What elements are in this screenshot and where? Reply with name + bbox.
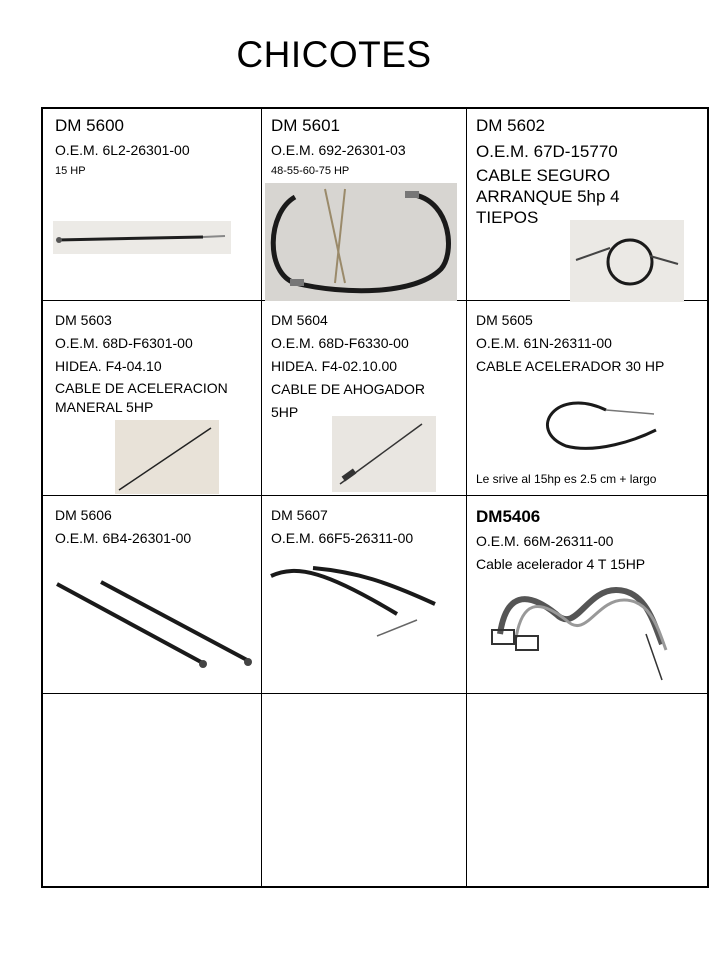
oem-number: O.E.M. 692-26301-03 <box>271 142 406 158</box>
cable-photo <box>570 220 684 302</box>
reference-number: HIDEA. F4-04.10 <box>55 358 162 374</box>
oem-number: O.E.M. 6L2-26301-00 <box>55 142 190 158</box>
description-line: Cable acelerador 4 T 15HP <box>476 556 646 572</box>
product-cell-dm5606 <box>55 504 259 691</box>
product-cell-dm5601 <box>271 113 461 298</box>
product-code: DM 5600 <box>55 116 124 135</box>
description-line: TIEPOS <box>476 208 539 227</box>
description-line: CABLE ACELERADOR 30 HP <box>476 358 665 374</box>
oem-number: O.E.M. 68D-F6330-00 <box>271 335 409 351</box>
oem-number: O.E.M. 66F5-26311-00 <box>271 530 414 546</box>
product-code: DM 5607 <box>271 507 328 523</box>
description-line: CABLE SEGURO <box>476 166 611 185</box>
description-line: CABLE DE AHOGADOR <box>271 381 426 397</box>
page-title: CHICOTES <box>236 34 432 75</box>
oem-number: O.E.M. 68D-F6301-00 <box>55 335 193 351</box>
cable-photo <box>332 416 436 492</box>
product-code: DM 5602 <box>476 116 545 135</box>
product-code: DM5406 <box>476 507 541 526</box>
cable-photo <box>51 576 255 672</box>
product-cell-dm5406 <box>476 504 708 691</box>
oem-number: O.E.M. 6B4-26301-00 <box>55 530 192 546</box>
product-cell-dm5600 <box>55 113 255 298</box>
cable-photo <box>486 584 694 686</box>
column-divider <box>261 109 262 886</box>
cable-photo <box>265 183 457 301</box>
footnote: Le srive al 15hp es 2.5 cm + largo <box>476 472 657 486</box>
cable-photo <box>526 390 664 452</box>
description-line: 5HP <box>271 404 299 420</box>
cable-photo <box>53 221 231 254</box>
product-cell-dm5602 <box>476 113 706 298</box>
cable-photo <box>267 562 443 642</box>
description-line: CABLE DE ACELERACION <box>55 380 228 396</box>
product-code: DM 5605 <box>476 312 533 328</box>
product-code: DM 5601 <box>271 116 340 135</box>
product-cell-dm5603 <box>55 309 259 494</box>
description-line: MANERAL 5HP <box>55 399 154 415</box>
power-note: 48-55-60-75 HP <box>271 165 350 177</box>
product-table <box>41 107 709 888</box>
power-note: 15 HP <box>55 165 86 177</box>
product-code: DM 5603 <box>55 312 112 328</box>
row-divider <box>43 693 707 694</box>
product-cell-dm5607 <box>271 504 465 691</box>
description-line: ARRANQUE 5hp 4 <box>476 187 620 206</box>
cable-photo <box>115 420 219 494</box>
oem-number: O.E.M. 66M-26311-00 <box>476 533 614 549</box>
product-cell-dm5605 <box>476 309 708 494</box>
product-code: DM 5604 <box>271 312 328 328</box>
oem-number: O.E.M. 61N-26311-00 <box>476 335 612 351</box>
reference-number: HIDEA. F4-02.10.00 <box>271 358 398 374</box>
column-divider <box>466 109 467 886</box>
product-code: DM 5606 <box>55 507 112 523</box>
oem-number: O.E.M. 67D-15770 <box>476 142 618 161</box>
row-divider <box>43 495 707 496</box>
product-cell-dm5604 <box>271 309 465 494</box>
